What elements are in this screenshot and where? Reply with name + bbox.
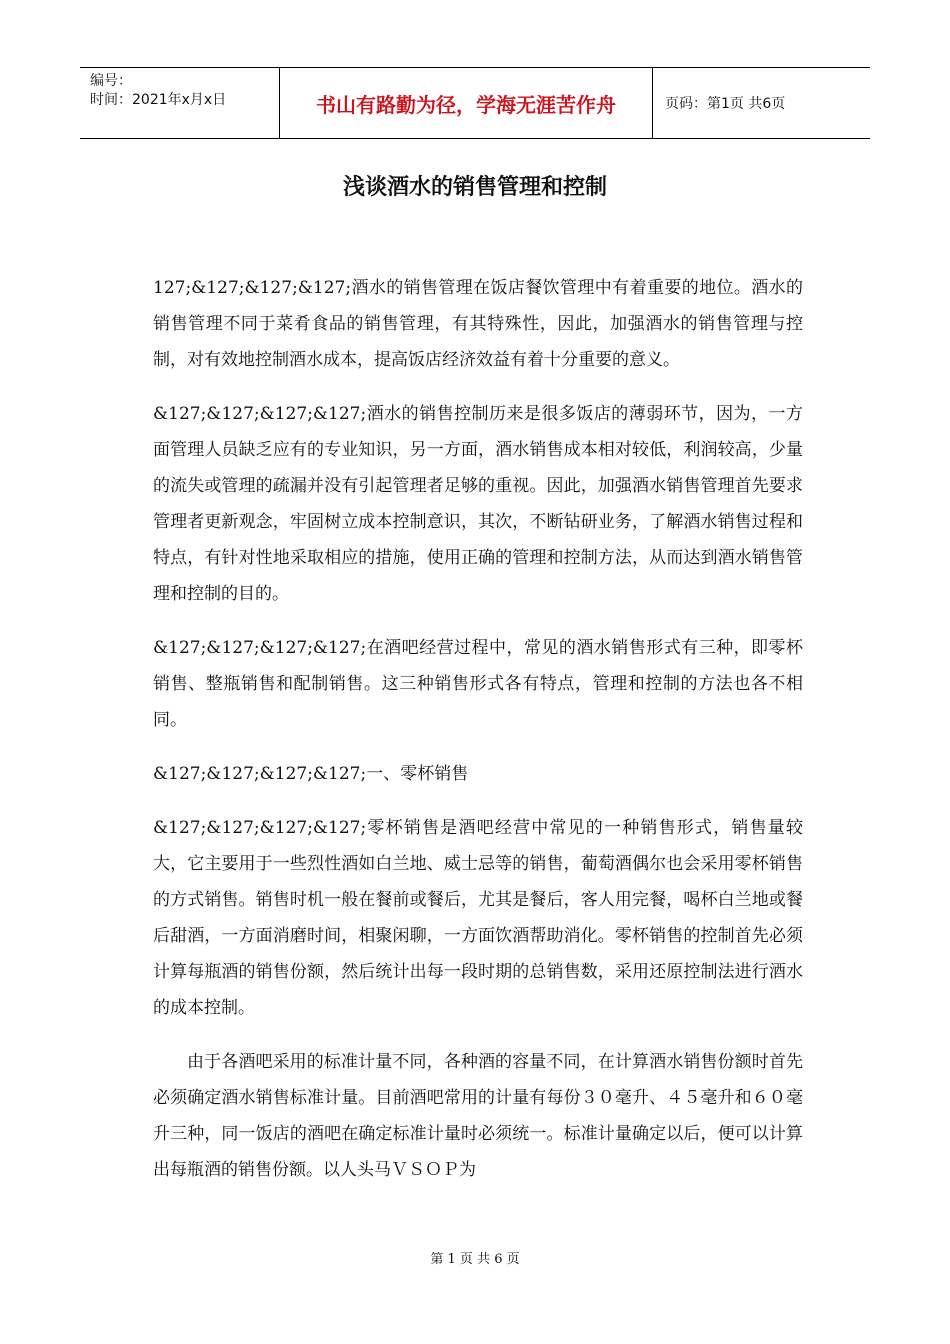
- header-motto: 书山有路勤为径，学海无涯苦作舟: [280, 68, 653, 138]
- paragraph: &127;&127;&127;&127;酒水的销售控制历来是很多饭店的薄弱环节，因为，一方面管理人员缺乏应有的专业知识，另一方面，酒水销售成本相对较低，利润较高，少量的流失或管理的疏漏并没有引起管理者足够的重视。因此，加强酒水销售管理首先要求管理者更新观念，牢固树立成本控制意识，其次，不断钻研业务，了解酒水销售过程和特点，有针对性地采取相应的措施，使用正确的管理和控制方法，从而达到酒水销售管理和控制的目的。: [153, 404, 803, 604]
- header-meta: [80, 68, 280, 138]
- header-page-code: 页码：第1页 共6页: [665, 96, 786, 112]
- document-header: [80, 67, 870, 139]
- document-time-label: 时间：2021年x月x日: [90, 92, 227, 108]
- page-footer: 第 1 页 共 6 页: [430, 1252, 520, 1267]
- section-heading: &127;&127;&127;&127;一、零杯销售: [153, 764, 469, 784]
- document-body: [153, 270, 803, 1206]
- paragraph: &127;&127;&127;&127;在酒吧经营过程中，常见的酒水销售形式有三种，即零杯销售、整瓶销售和配制销售。这三种销售形式各有特点，管理和控制的方法也各不相同。: [153, 638, 803, 730]
- document-title: 浅谈酒水的销售管理和控制: [342, 175, 607, 200]
- paragraph: 127;&127;&127;&127;酒水的销售管理在饭店餐饮管理中有着重要的地位。酒水的销售管理不同于菜肴食品的销售管理，有其特殊性，因此，加强酒水的销售管理与控制，对有效地控制酒水成本，提高饭店经济效益有着十分重要的意义。: [153, 278, 803, 370]
- document-number-label: 编号：: [90, 73, 132, 89]
- paragraph: 由于各酒吧采用的标准计量不同，各种酒的容量不同，在计算酒水销售份额时首先必须确定酒水销售标准计量。目前酒吧常用的计量有每份３０毫升、４５毫升和６０毫升三种，同一饭店的酒吧在确定标准计量时必须统一。标准计量确定以后，便可以计算出每瓶酒的销售份额。以人头马ＶＳＯＰ为: [153, 1052, 803, 1180]
- paragraph: &127;&127;&127;&127;零杯销售是酒吧经营中常见的一种销售形式，销售量较大，它主要用于一些烈性酒如白兰地、威士忌等的销售，葡萄酒偶尔也会采用零杯销售的方式销售。销售时机一般在餐前或餐后，尤其是餐后，客人用完餐，喝杯白兰地或餐后甜酒，一方面消磨时间，相聚闲聊，一方面饮酒帮助消化。零杯销售的控制首先必须计算每瓶酒的销售份额，然后统计出每一段时期的总销售数，采用还原控制法进行酒水的成本控制。: [153, 818, 803, 1018]
